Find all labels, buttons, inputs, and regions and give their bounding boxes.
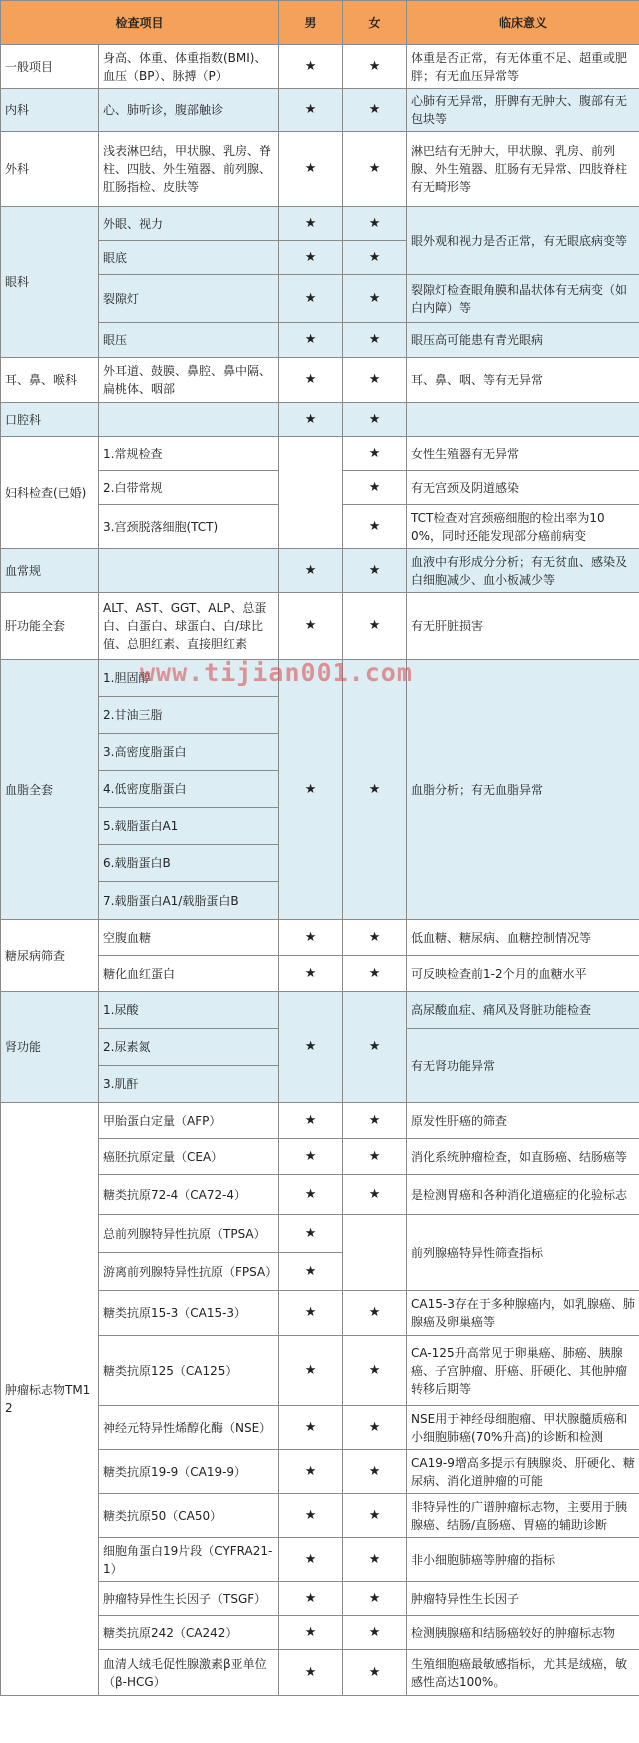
table-row [1, 660, 639, 697]
header-item: 检查项目 [1, 1, 279, 45]
table-row [1, 45, 639, 89]
table-row [1, 549, 639, 593]
category-cell: 口腔科 [1, 403, 99, 437]
item-cell: 外眼、视力 [99, 207, 279, 241]
item-cell: 神经元特异性烯醇化酶（NSE） [99, 1406, 279, 1450]
table-row [1, 207, 639, 241]
item-cell: 糖类抗原15-3（CA15-3） [99, 1291, 279, 1336]
female-star: ★ [343, 1139, 407, 1175]
meaning-cell: 原发性肝癌的筛查 [407, 1103, 639, 1139]
meaning-cell: 心肺有无异常，肝脾有无肿大、腹部有无包块等 [407, 89, 639, 132]
item-cell [99, 549, 279, 593]
item-cell: 糖类抗原242（CA242） [99, 1616, 279, 1650]
watermark: www.tijian001.com [140, 658, 413, 687]
item-cell: 总前列腺特异性抗原（TPSA） [99, 1215, 279, 1253]
category-cell: 血脂全套 [1, 660, 99, 920]
meaning-cell: 眼外观和视力是否正常，有无眼底病变等 [407, 207, 639, 275]
category-cell: 肝功能全套 [1, 593, 99, 660]
item-cell: 糖类抗原50（CA50） [99, 1494, 279, 1538]
female-star: ★ [343, 505, 407, 549]
item-cell: 1.胆固醇 [99, 660, 279, 697]
meaning-cell: 低血糖、糖尿病、血糖控制情况等 [407, 920, 639, 956]
male-star: ★ [279, 1616, 343, 1650]
table-row [1, 593, 639, 660]
male-star: ★ [279, 1650, 343, 1696]
meaning-cell: 生殖细胞癌最敏感指标，尤其是绒癌，敏感性高达100%。 [407, 1650, 639, 1696]
female-star: ★ [343, 89, 407, 132]
male-empty [279, 437, 343, 549]
meaning-cell: 眼压高可能患有青光眼病 [407, 323, 639, 358]
female-star: ★ [343, 45, 407, 89]
item-cell: 游离前列腺特异性抗原（FPSA） [99, 1253, 279, 1291]
meaning-cell: 有无肾功能异常 [407, 1029, 639, 1103]
female-star: ★ [343, 275, 407, 323]
item-cell [99, 403, 279, 437]
female-star: ★ [343, 660, 407, 920]
category-cell: 外科 [1, 132, 99, 207]
female-star: ★ [343, 1582, 407, 1616]
meaning-cell: CA15-3存在于多种腺癌内，如乳腺癌、肺腺癌及卵巢癌等 [407, 1291, 639, 1336]
male-star: ★ [279, 358, 343, 403]
male-star: ★ [279, 1450, 343, 1494]
item-cell: 2.白带常规 [99, 471, 279, 505]
female-empty [343, 1215, 407, 1291]
female-star: ★ [343, 549, 407, 593]
male-star: ★ [279, 956, 343, 992]
male-star: ★ [279, 549, 343, 593]
category-cell: 耳、鼻、喉科 [1, 358, 99, 403]
meaning-cell: 裂隙灯检查眼角膜和晶状体有无病变（如白内障）等 [407, 275, 639, 323]
table-row [1, 132, 639, 207]
item-cell: 1.常规检查 [99, 437, 279, 471]
table-header-row [1, 1, 639, 45]
meaning-cell: NSE用于神经母细胞瘤、甲状腺髓质癌和小细胞肺癌(70%升高)的诊断和检测 [407, 1406, 639, 1450]
female-star: ★ [343, 1538, 407, 1582]
male-star: ★ [279, 1103, 343, 1139]
male-star: ★ [279, 89, 343, 132]
category-cell: 肾功能 [1, 992, 99, 1103]
meaning-cell: 女性生殖器有无异常 [407, 437, 639, 471]
male-star: ★ [279, 207, 343, 241]
female-star: ★ [343, 1336, 407, 1406]
item-cell: 3.肌酐 [99, 1066, 279, 1103]
item-cell: 细胞角蛋白19片段（CYFRA21-1） [99, 1538, 279, 1582]
table-row [1, 89, 639, 132]
item-cell: 2.甘油三脂 [99, 697, 279, 734]
male-star: ★ [279, 1336, 343, 1406]
item-cell: 浅表淋巴结，甲状腺、乳房、脊柱、四肢、外生殖器、前列腺、肛肠指检、皮肤等 [99, 132, 279, 207]
header-meaning: 临床意义 [407, 1, 639, 45]
item-cell: 甲胎蛋白定量（AFP） [99, 1103, 279, 1139]
item-cell: 眼压 [99, 323, 279, 358]
meaning-cell: 淋巴结有无肿大，甲状腺、乳房、前列腺、外生殖器、肛肠有无异常、四肢脊柱有无畸形等 [407, 132, 639, 207]
table-row [1, 920, 639, 956]
male-star: ★ [279, 45, 343, 89]
item-cell: 5.载脂蛋白A1 [99, 808, 279, 845]
female-star: ★ [343, 403, 407, 437]
category-cell: 妇科检查(已婚) [1, 437, 99, 549]
category-cell: 眼科 [1, 207, 99, 358]
male-star: ★ [279, 323, 343, 358]
female-star: ★ [343, 358, 407, 403]
item-cell: 空腹血糖 [99, 920, 279, 956]
table-row [1, 437, 639, 471]
male-star: ★ [279, 1139, 343, 1175]
meaning-cell: TCT检查对宫颈癌细胞的检出率为100%，同时还能发现部分癌前病变 [407, 505, 639, 549]
item-cell: 4.低密度脂蛋白 [99, 771, 279, 808]
female-star: ★ [343, 1175, 407, 1215]
male-star: ★ [279, 593, 343, 660]
item-cell: 外耳道、鼓膜、鼻腔、鼻中隔、扁桃体、咽部 [99, 358, 279, 403]
item-cell: 糖类抗原19-9（CA19-9） [99, 1450, 279, 1494]
female-star: ★ [343, 241, 407, 275]
item-cell: 糖类抗原72-4（CA72-4） [99, 1175, 279, 1215]
meaning-cell: CA19-9增高多提示有胰腺炎、肝硬化、糖尿病、消化道肿瘤的可能 [407, 1450, 639, 1494]
male-star: ★ [279, 1253, 343, 1291]
meaning-cell: 有无肝脏损害 [407, 593, 639, 660]
female-star: ★ [343, 1616, 407, 1650]
female-star: ★ [343, 956, 407, 992]
male-star: ★ [279, 992, 343, 1103]
female-star: ★ [343, 1406, 407, 1450]
meaning-cell [407, 403, 639, 437]
header-female: 女 [343, 1, 407, 45]
female-star: ★ [343, 1450, 407, 1494]
item-cell: 身高、体重、体重指数(BMI)、血压（BP）、脉搏（P） [99, 45, 279, 89]
female-star: ★ [343, 1103, 407, 1139]
item-cell: 癌胚抗原定量（CEA） [99, 1139, 279, 1175]
meaning-cell: 耳、鼻、咽、等有无异常 [407, 358, 639, 403]
male-star: ★ [279, 1215, 343, 1253]
male-star: ★ [279, 1494, 343, 1538]
category-cell: 糖尿病筛查 [1, 920, 99, 992]
table-row [1, 403, 639, 437]
meaning-cell: 有无宫颈及阴道感染 [407, 471, 639, 505]
meaning-cell: 可反映检查前1-2个月的血糖水平 [407, 956, 639, 992]
male-star: ★ [279, 275, 343, 323]
female-star: ★ [343, 1650, 407, 1696]
meaning-cell: 非小细胞肺癌等肿瘤的指标 [407, 1538, 639, 1582]
table-row [1, 992, 639, 1029]
female-star: ★ [343, 1494, 407, 1538]
item-cell: 心、肺听诊，腹部触诊 [99, 89, 279, 132]
male-star: ★ [279, 1291, 343, 1336]
meaning-cell: 体重是否正常，有无体重不足、超重或肥胖；有无血压异常等 [407, 45, 639, 89]
category-cell: 肿瘤标志物TM12 [1, 1103, 99, 1696]
category-cell: 血常规 [1, 549, 99, 593]
item-cell: 糖化血红蛋白 [99, 956, 279, 992]
meaning-cell: CA-125升高常见于卵巢癌、肺癌、胰腺癌、子宫肿瘤、肝癌、肝硬化、其他肿瘤转移后期等 [407, 1336, 639, 1406]
meaning-cell: 肿瘤特异性生长因子 [407, 1582, 639, 1616]
male-star: ★ [279, 132, 343, 207]
item-cell: 1.尿酸 [99, 992, 279, 1029]
item-cell: ALT、AST、GGT、ALP、总蛋白、白蛋白、球蛋白、白/球比值、总胆红素、直接胆红素 [99, 593, 279, 660]
male-star: ★ [279, 1582, 343, 1616]
category-cell: 内科 [1, 89, 99, 132]
item-cell: 裂隙灯 [99, 275, 279, 323]
item-cell: 糖类抗原125（CA125） [99, 1336, 279, 1406]
meaning-cell: 前列腺癌特异性筛查指标 [407, 1215, 639, 1291]
table-row [1, 358, 639, 403]
item-cell: 眼底 [99, 241, 279, 275]
female-star: ★ [343, 437, 407, 471]
category-cell: 一般项目 [1, 45, 99, 89]
item-cell: 3.宫颈脱落细胞(TCT) [99, 505, 279, 549]
male-star: ★ [279, 920, 343, 956]
item-cell: 血清人绒毛促性腺激素β亚单位（β-HCG） [99, 1650, 279, 1696]
item-cell: 2.尿素氮 [99, 1029, 279, 1066]
item-cell: 6.载脂蛋白B [99, 845, 279, 882]
meaning-cell: 高尿酸血症、痛风及肾脏功能检查 [407, 992, 639, 1029]
female-star: ★ [343, 323, 407, 358]
female-star: ★ [343, 593, 407, 660]
male-star: ★ [279, 660, 343, 920]
male-star: ★ [279, 403, 343, 437]
meaning-cell: 检测胰腺癌和结肠癌较好的肿瘤标志物 [407, 1616, 639, 1650]
item-cell: 3.高密度脂蛋白 [99, 734, 279, 771]
meaning-cell: 血液中有形成分分析；有无贫血、感染及白细胞减少、血小板减少等 [407, 549, 639, 593]
table-row [1, 1103, 639, 1139]
meaning-cell: 血脂分析；有无血脂异常 [407, 660, 639, 920]
female-star: ★ [343, 992, 407, 1103]
male-star: ★ [279, 1175, 343, 1215]
meaning-cell: 是检测胃癌和各种消化道癌症的化验标志 [407, 1175, 639, 1215]
meaning-cell: 消化系统肿瘤检查，如直肠癌、结肠癌等 [407, 1139, 639, 1175]
female-star: ★ [343, 471, 407, 505]
item-cell: 肿瘤特异性生长因子（TSGF） [99, 1582, 279, 1616]
male-star: ★ [279, 241, 343, 275]
female-star: ★ [343, 1291, 407, 1336]
male-star: ★ [279, 1538, 343, 1582]
meaning-cell: 非特异性的广谱肿瘤标志物，主要用于胰腺癌、结肠/直肠癌、胃癌的辅助诊断 [407, 1494, 639, 1538]
male-star: ★ [279, 1406, 343, 1450]
header-male: 男 [279, 1, 343, 45]
female-star: ★ [343, 920, 407, 956]
item-cell: 7.载脂蛋白A1/载脂蛋白B [99, 882, 279, 920]
female-star: ★ [343, 207, 407, 241]
female-star: ★ [343, 132, 407, 207]
